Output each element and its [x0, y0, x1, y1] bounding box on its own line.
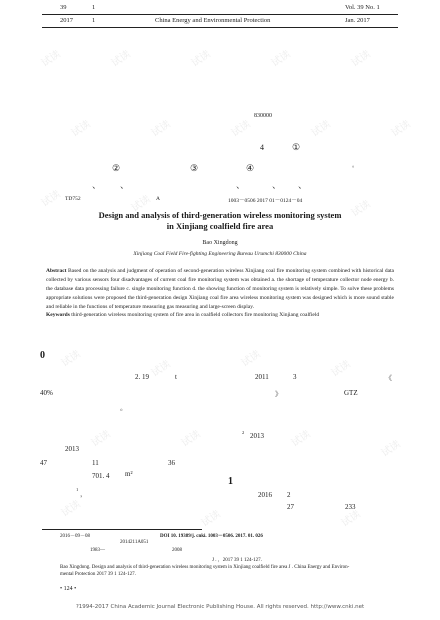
abstract-marker-4: 4	[260, 143, 264, 152]
page-number: • 124 •	[60, 586, 77, 592]
section-heading-1: 1	[228, 476, 233, 487]
body-value: 11	[92, 459, 99, 467]
watermark: 试读	[339, 508, 363, 530]
watermark: 试读	[289, 428, 313, 450]
journal-title: China Energy and Environmental Protection	[155, 17, 271, 24]
watermark: 试读	[349, 198, 373, 220]
header-year-cn: 2017	[60, 17, 73, 24]
author-graduation-year: 2008	[172, 548, 182, 553]
english-title-line-2: in Xinjiang coalfield fire area	[166, 221, 274, 231]
body-unit: m²	[125, 470, 133, 478]
punct: 、	[272, 180, 282, 190]
abstract-marker-3: ③	[190, 163, 199, 173]
body-value: 701. 4	[92, 472, 110, 480]
punct: 、	[92, 180, 102, 190]
abstract-marker-1: ①	[292, 142, 301, 152]
abstract-text: Based on the analysis and judgment of operation of second-generation wireless Xinjiang coal fire monitoring system combined with historical data collected by various sensors four disadvantages of current coal fire monitoring system was obtained a. the shortage of temperature collector node energy b. the database data processing failure c. single monitoring function d. the showing function of monitoring system is relatively simple. To solve these problems appropriate solutions were proposed the third-generation design Xinjiang coal fire area wireless monitoring system was designed which is more sound stable and reliable in the functions of temperature measuring gas measuring and large-screen display.	[46, 268, 394, 310]
english-keywords	[46, 312, 394, 318]
header-rule-thick	[42, 27, 398, 28]
header-volume-cn: 39	[60, 4, 67, 11]
author-birth-year: 1983—	[90, 548, 105, 553]
header-issue-cn-2: 1	[92, 17, 96, 24]
english-abstract	[46, 267, 394, 312]
watermark: 试读	[39, 48, 63, 70]
body-superscript: 2	[242, 430, 245, 435]
punct: 、	[298, 180, 308, 190]
author-postcode: 830000	[254, 113, 272, 119]
english-title-line-1: Design and analysis of third-generation wireless monitoring system	[98, 210, 342, 220]
body-value: 。	[120, 404, 127, 412]
citation-en-line-1: Bao Xingdong. Design and analysis of third-generation wireless monitoring system in Xinjiang coalfield fire area J . China Energy and Environ-	[60, 565, 350, 570]
watermark: 试读	[189, 48, 213, 70]
footnote-rule	[42, 529, 202, 530]
header-month-year-en: Jan. 2017	[345, 17, 370, 24]
watermark: 试读	[229, 118, 253, 140]
watermark: 试读	[309, 118, 333, 140]
watermark: 试读	[59, 348, 83, 370]
watermark: 试读	[329, 358, 353, 380]
citation-cn: J . ，2017 39 1 124-127.	[212, 558, 262, 563]
section-heading-0: 0	[40, 350, 45, 361]
header-issue-cn: 1	[92, 4, 96, 11]
keywords-text: third-generation wireless monitoring system of fire area in coalfield collectors fire monitoring Xinjiang coalfield	[71, 312, 320, 318]
copyright-text: ?1994-2017 China Academic Journal Electronic Publishing House. All rights reserved. http://www.cnki.net	[75, 604, 365, 610]
body-value: 2011	[255, 373, 269, 381]
body-value: 40%	[40, 389, 53, 397]
abstract-label: Abstract	[46, 268, 67, 274]
watermark: 试读	[389, 118, 413, 140]
doi: DOI 10. 19389/j. cnki. 1003－0506. 2017. 01. 026	[160, 534, 263, 539]
body-value: 233	[345, 503, 356, 511]
body-value: 《	[385, 374, 392, 382]
watermark: 试读	[349, 48, 373, 70]
watermark: 试读	[69, 118, 93, 140]
body-value: 47	[40, 459, 47, 467]
citation-en-line-2: mental Protection 2017 39 1 124-127.	[60, 572, 136, 577]
watermark: 试读	[199, 508, 223, 530]
body-superscript: 1	[76, 487, 79, 492]
received-date: 2016－09－08	[60, 534, 91, 539]
body-value: t	[175, 373, 177, 381]
watermark: 试读	[269, 48, 293, 70]
watermark: 试读	[149, 118, 173, 140]
keywords-label: Keywords	[46, 312, 70, 318]
body-value: 》	[275, 390, 282, 398]
body-value: 36	[168, 459, 175, 467]
abstract-marker-4c: ④	[246, 163, 255, 173]
body-value: 27	[287, 503, 294, 511]
watermark: 试读	[179, 428, 203, 450]
body-value: 3	[293, 373, 297, 381]
article-number: 1003－0506 2017 01－0124－04	[228, 198, 303, 204]
abstract-marker-2: ②	[112, 163, 121, 173]
watermark: 试读	[379, 438, 403, 460]
english-author: Bao Xingdong	[202, 240, 238, 246]
body-value: 2013	[250, 432, 264, 440]
punct: 、	[236, 180, 246, 190]
watermark: 试读	[239, 348, 263, 370]
body-value: 2	[287, 491, 291, 499]
watermark: 试读	[59, 498, 83, 520]
watermark: 试读	[89, 428, 113, 450]
watermark: 试读	[129, 193, 153, 215]
body-value: GTZ	[344, 389, 358, 397]
body-value: 2. 19	[135, 373, 149, 381]
fund-number: 2014211A051	[120, 540, 149, 545]
header-vol-issue-en: Vol. 39 No. 1	[345, 4, 380, 11]
copyright-footer	[0, 600, 440, 620]
watermark: 试读	[149, 358, 173, 380]
punct: 。	[352, 163, 359, 169]
watermark: 试读	[39, 188, 63, 210]
body-value: ，	[80, 490, 87, 498]
body-value: 2016	[258, 491, 272, 499]
watermark: 试读	[109, 48, 133, 70]
english-affiliation: Xinjiang Coal Field Fire-fighting Engineering Bureau Urumchi 830000 China	[133, 251, 307, 257]
punct: 、	[120, 180, 130, 190]
document-code: A	[156, 196, 160, 202]
header-rule-thin	[42, 14, 398, 15]
body-value: 2013	[65, 445, 79, 453]
clc-number: TD752	[65, 196, 81, 202]
